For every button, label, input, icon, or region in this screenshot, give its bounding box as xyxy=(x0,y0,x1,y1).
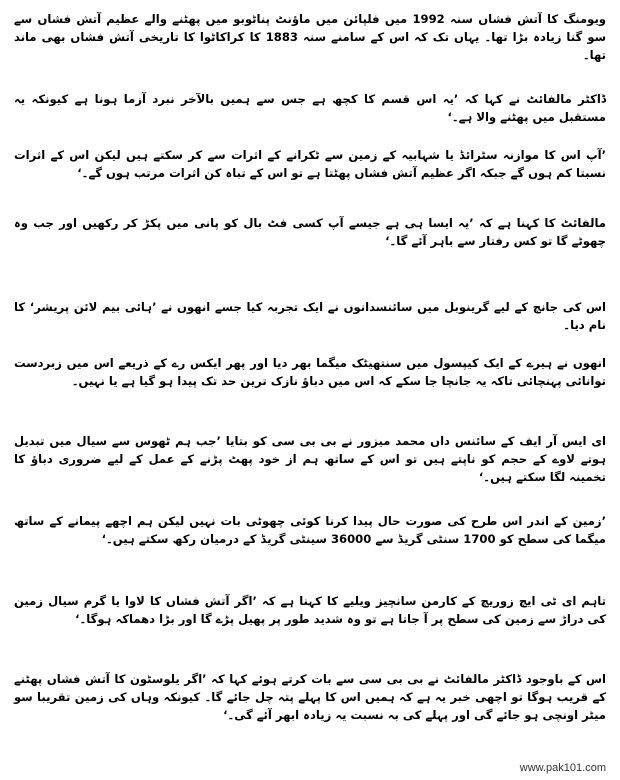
paragraph-7: ای ایس آر ایف کے سائنس داں محمد میزور نے بی بی سی کو بتایا ’جب ہم ٹھوس سے سیال میں تبدیل ہوتے لاوے کے حجم کو ناپتے ہیں تو اس کے ساتھ ہم از خود پھٹ پڑنے کے عمل کے لیے ضروری دباؤ کا تخمینہ لگا سکتے ہیں۔‘ xyxy=(14,434,606,484)
paragraph-10: اس کے باوجود ڈاکٹر مالفائٹ نے بی بی سی سے بات کرتے ہوئے کہا کہ ’اگر یلوسٹون کا آتش فشاں پھٹنے کے قریب ہوگا تو اچھی خبر یہ ہے کہ ہمیں اس کا پہلے پتہ چل جائے گا۔ کیونکہ وہاں کی زمین تقریبا سو میٹر اونچی ہو جائے گی اور پہلے کی بہ نسبت یہ زیادہ ابھر آئے گی۔‘ xyxy=(14,672,606,722)
paragraph-1: ویومنگ کا آتش فشاں سنہ 1992 میں فلپائن میں ماؤنٹ پناٹوبو میں پھٹنے والے عظیم آتش فشاں سے سو گنا زیادہ بڑا تھا۔ یہاں تک کہ اس کے سامنے سنہ 1883 کا کراکاٹوا کا تاریخی آتش فشاں بھی ماند تھا۔ xyxy=(14,12,607,62)
paragraph-9: تاہم ای ٹی ایچ زوریچ کے کارمن سانچیز ویلیے کا کہنا ہے کہ ’اگر آتش فشاں کا لاوا یا گرم سیال زمین کی دراڑ سے زمین کی سطح پر آ جاتا ہے تو وہ شدید طور پر پھیل پڑے گا اور بڑا دھماکہ ہوگا۔‘ xyxy=(14,594,606,626)
site-watermark: www.pak101.com xyxy=(519,762,606,774)
paragraph-6: انھوں نے ہیرے کے ایک کیپسول میں سنتھیٹک میگما بھر دیا اور پھر ایکس رے کے ذریعے اس میں زبردست توانائی پہنچائی تاکہ یہ جانچا جا سکے کہ اس میں دباؤ نازک ترین حد تک پیدا ہو گیا ہے یا نہیں۔ xyxy=(14,356,606,388)
paragraph-3: ’آپ اس کا موازنہ سٹرائڈ یا شہابیہ کے زمین سے ٹکرانے کے اثرات سے کر سکتے ہیں لیکن اس کے اثرات نسبتا کم ہوں گے جبکہ اگر عظیم آتش فشاں پھٹتا ہے تو اس کے تباہ کن اثرات مرتب ہوں گے۔‘ xyxy=(14,148,606,180)
paragraph-5: اس کی جانچ کے لیے گرینوبل میں سائنسدانوں نے ایک تجربہ کیا جسے انھوں نے ’ہائی بیم لائن پریشر‘ کا نام دیا۔ xyxy=(14,300,606,332)
paragraph-8: ’زمین کے اندر اس طرح کی صورت حال پیدا کرنا کوئی چھوٹی بات نہیں لیکن ہم اچھے پیمانے کے ساتھ میگما کی سطح کو 1700 سنٹی گریڈ سے 36000 سینٹی گریڈ کے درمیان رکھ سکتے ہیں۔‘ xyxy=(14,514,606,546)
paragraph-4: مالفائٹ کا کہنا ہے کہ ’یہ ایسا ہی ہے جیسے آپ کسی فٹ بال کو پانی میں پکڑ کر رکھیں اور جب وہ چھوٹے گا تو کس رفتار سے باہر آئے گا۔‘ xyxy=(14,216,606,248)
paragraph-2: ڈاکٹر مالفائٹ نے کہا کہ ’یہ اس قسم کا کچھ ہے جس سے ہمیں بالآخر نبرد آزما ہونا ہے کیونکہ یہ مستقبل میں پھٹنے والا ہے۔‘ xyxy=(14,92,606,124)
